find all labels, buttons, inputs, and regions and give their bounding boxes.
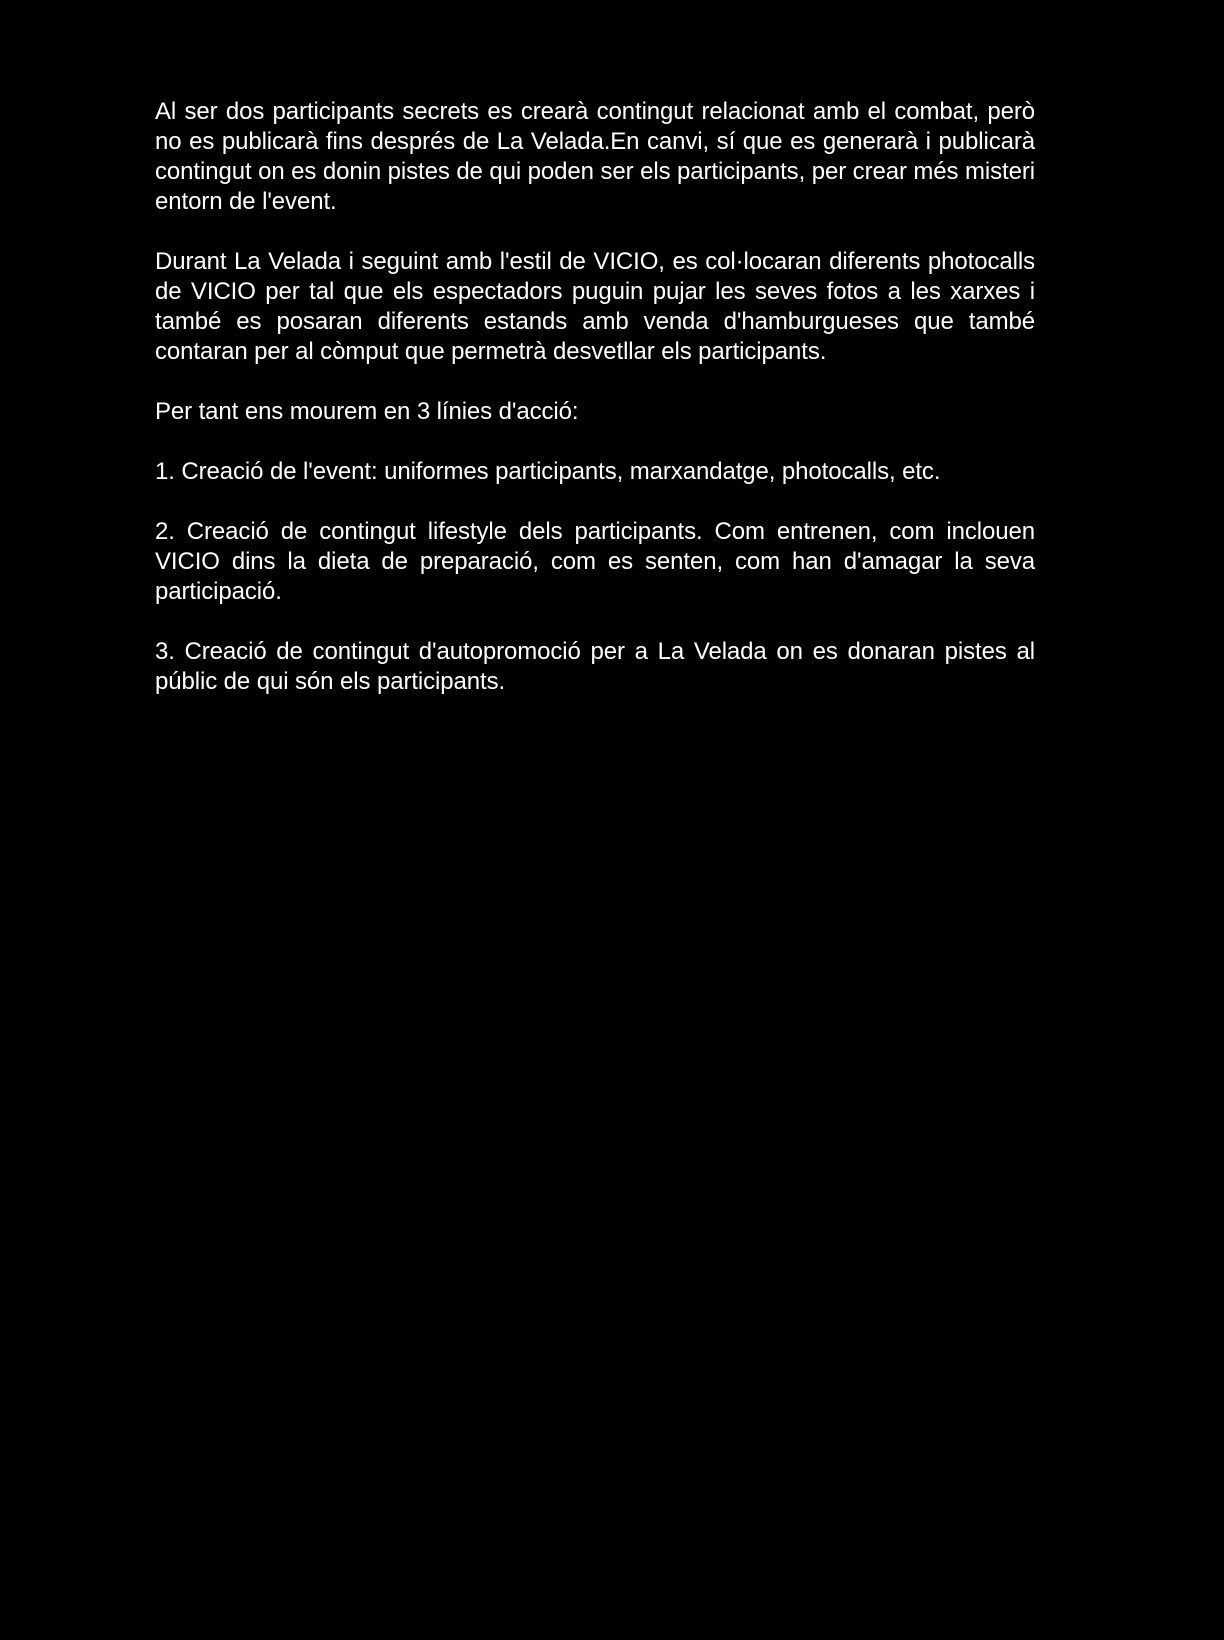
list-item-action-1: 1. Creació de l'event: uniformes participants, marxandatge, photocalls, etc. bbox=[155, 458, 941, 485]
list-item-action-3: 3. Creació de contingut d'autopromoció per a La Velada on es donaran pistes al públic de qui són els participants. bbox=[155, 638, 1035, 695]
document-body bbox=[155, 97, 1035, 727]
paragraph-action-lines-intro: Per tant ens mourem en 3 línies d'acció: bbox=[155, 398, 579, 425]
paragraph-secret-participants: Al ser dos participants secrets es crearà contingut relacionat amb el combat, però no es publicarà fins després de La Velada.En canvi, sí que es generarà i publicarà contingut on es donin pistes de qui poden ser els participants, per crear més misteri entorn de l'event. bbox=[155, 98, 1035, 215]
list-item-action-2: 2. Creació de contingut lifestyle dels participants. Com entrenen, com inclouen VICIO dins la dieta de preparació, com es senten, com han d'amagar la seva participació. bbox=[155, 518, 1035, 605]
paragraph-event-photocalls: Durant La Velada i seguint amb l'estil de VICIO, es col·locaran diferents photocalls de VICIO per tal que els espectadors puguin pujar les seves fotos a les xarxes i també es posaran diferents estands amb venda d'hamburgueses que també contaran per al còmput que permetrà desvetllar els participants. bbox=[155, 248, 1035, 365]
